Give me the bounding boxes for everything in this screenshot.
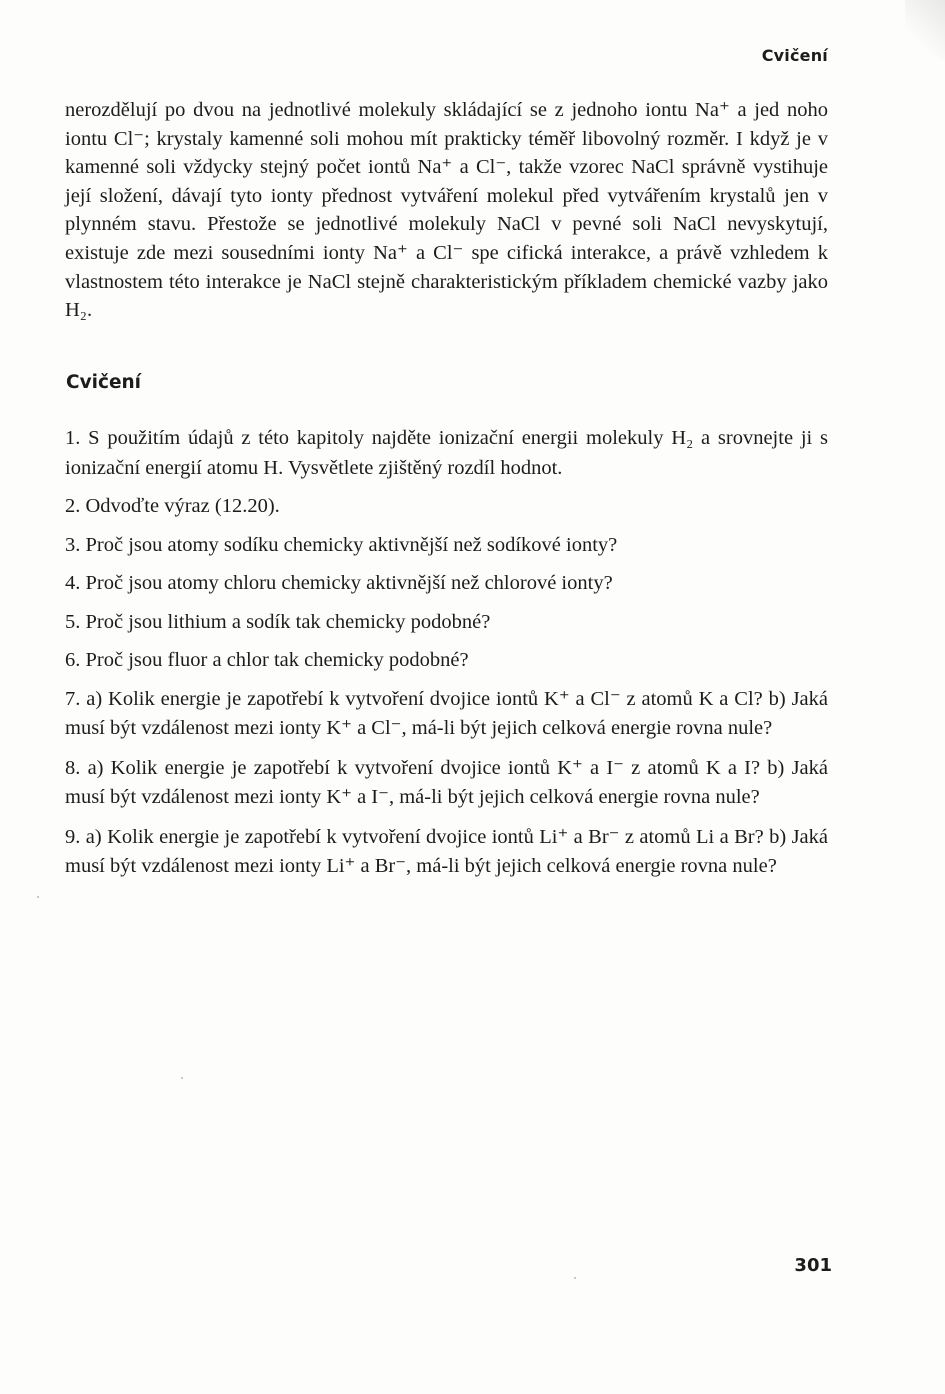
paragraph-line: správně vystihuje její složení, dávají tyto ionty přednost vytváření molekul před (65, 156, 828, 207)
page-corner-shadow (905, 0, 945, 60)
exercise-item: 3. Proč jsou atomy sodíku chemicky aktivnější než sodíkové ionty? (65, 533, 618, 556)
paragraph-line: vytvářením krystalů jen v plynném stavu. Přestože se jednotlivé molekuly NaCl (65, 184, 829, 236)
paragraph-line: cifická interakce, a právě vzhledem k vlastnostem této interakce je NaCl stejně (65, 241, 828, 293)
paragraph-line: charakteristickým příkladem chemické vazby jako H₂. (65, 270, 828, 322)
paragraph-line: noho iontu Cl⁻; krystaly kamenné soli mohou mít prakticky téměř libovolný rozměr. (65, 99, 829, 150)
exercise-item: 4. Proč jsou atomy chloru chemicky aktivnější než chlorové ionty? (65, 572, 613, 594)
paragraph-line: v pevné soli NaCl nevyskytují, existuje zde mezi sousedními ionty Na⁺ a Cl⁻ spe (65, 213, 828, 264)
exercise-item: 9. a) Kolik energie je zapotřebí k vytvoření dvojice iontů Li⁺ a Br⁻ z atomů Li a Br? b) Jaká musí být vzdálenost mezi ionty Li⁺ a Br⁻, má-li být jejich celková energie rovna nule? (65, 825, 828, 877)
section-heading: Cvičení (66, 372, 142, 393)
exercise-list (65, 424, 828, 892)
page-number: 301 (794, 1255, 832, 1276)
running-head: Cvičení (761, 46, 828, 65)
paragraph-line: I když je v kamenné soli vždycky stejný počet iontů Na⁺ a Cl⁻, takže vzorec NaCl (65, 127, 828, 179)
exercise-item: 5. Proč jsou lithium a sodík tak chemicky podobné? (65, 610, 491, 633)
exercise-item: 2. Odvoďte výraz (12.20). (65, 495, 280, 517)
paper-speck (37, 896, 39, 898)
paper-speck (574, 1277, 576, 1279)
paragraph-line: nerozdělují po dvou na jednotlivé molekuly skládající se z jednoho iontu Na⁺ a jed (65, 99, 780, 121)
exercise-item: 8. a) Kolik energie je zapotřebí k vytvoření dvojice iontů K⁺ a I⁻ z atomů K a I? b) Jaká musí být vzdálenost mezi ionty K⁺ a I⁻, má-li být jejich celková energie rovna nule? (65, 756, 828, 808)
exercise-item: 6. Proč jsou fluor a chlor tak chemicky podobné? (65, 649, 469, 671)
paper-speck (181, 1077, 183, 1079)
exercise-item: 1. S použitím údajů z této kapitoly najděte ionizační energii molekuly H₂ a srovnejte ji s ionizační energií atomu H. Vysvětlete zjištěný rozdíl hodnot. (65, 427, 828, 479)
exercise-item: 7. a) Kolik energie je zapotřebí k vytvoření dvojice iontů K⁺ a Cl⁻ z atomů K a Cl? b) Jaká musí být vzdálenost mezi ionty K⁺ a Cl⁻, má-li být jejich celková energie rovna nule? (65, 687, 828, 739)
body-paragraph (65, 96, 828, 325)
